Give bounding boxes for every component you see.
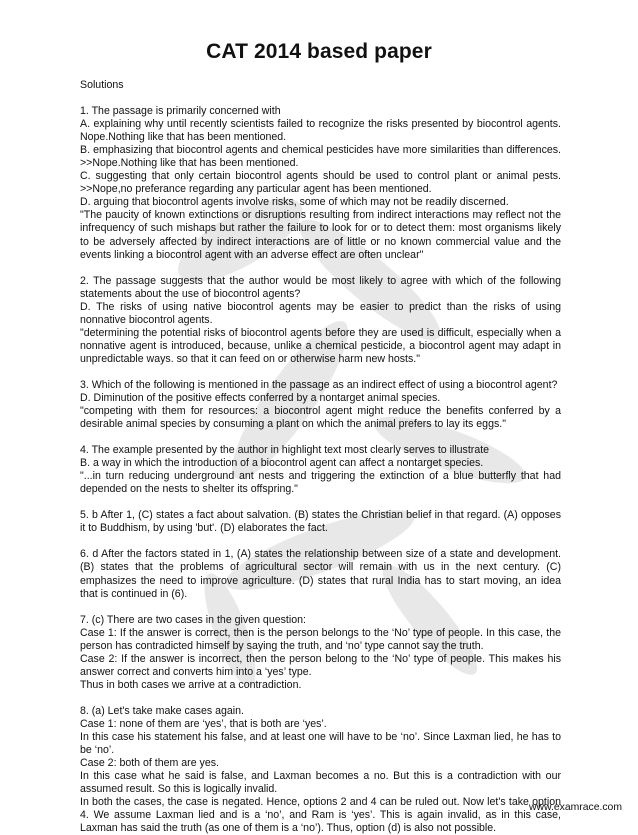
question-line: 8. (a) Let's take make cases again. xyxy=(80,704,244,717)
answer-line: B. emphasizing that biocontrol agents and chemical pesticides have more similarities than differences. >>Nope.Nothing like that has been mentioned. xyxy=(80,144,561,170)
solution-block xyxy=(80,105,561,262)
answer-line: Case 2: If the answer is incorrect, then the person belong to the ‘No’ type of people. This makes his answer correct and converts him into a ‘yes’ type. xyxy=(80,652,561,678)
question-line: 2. The passage suggests that the author would be most likely to agree with which of the following statements about the use of biocontrol agents? xyxy=(80,274,561,300)
answer-line: "determining the potential risks of biocontrol agents before they are used is difficult, especially when a nonnative agent is introduced, because, unlike a chemical pesticide, a biocontrol agent may adapt in unpredictable ways. so that it can feed on or otherwise harm new hosts." xyxy=(80,326,561,365)
question-line: 4. The example presented by the author in highlight text most clearly serves to illustrate xyxy=(80,444,490,457)
answer-line: Thus in both cases we arrive at a contradiction. xyxy=(80,678,302,691)
answer-line: A. explaining why until recently scientists failed to recognize the risks presented by biocontrol agents. Nope.Nothing like that has been mentioned. xyxy=(80,118,561,144)
solution-list xyxy=(80,105,561,835)
block-spacer xyxy=(80,262,561,275)
answer-line: "...in turn reducing underground ant nests and triggering the extinction of a blue butterfly that had depended on the nests to shelter its offspring." xyxy=(80,470,561,496)
question-line: 5. b After 1, (C) states a fact about salvation. (B) states the Christian belief in that regard. (A) opposes it to Buddhism, by using 'but'. (D) elaborates the fact. xyxy=(80,509,561,535)
question-line: 3. Which of the following is mentioned in the passage as an indirect effect of using a biocontrol agent? xyxy=(80,378,558,391)
block-spacer xyxy=(80,535,561,548)
answer-line: "competing with them for resources: a biocontrol agent might reduce the benefits conferred by a desirable animal species by consuming a plant on which the animal prefers to lay its eggs." xyxy=(80,405,561,431)
solutions-content xyxy=(80,79,561,835)
answer-line: Case 2: both of them are yes. xyxy=(80,757,219,770)
answer-line: D. Diminution of the positive effects conferred by a nontarget animal species. xyxy=(80,391,441,404)
footer-url: www.examrace.com xyxy=(529,802,622,813)
block-spacer xyxy=(80,431,561,444)
answer-line: D. arguing that biocontrol agents involve risks, some of which may not be readily discerned. xyxy=(80,196,509,209)
block-spacer xyxy=(80,496,561,509)
solution-block xyxy=(80,275,561,366)
solution-block xyxy=(80,548,561,600)
block-spacer xyxy=(80,692,561,705)
solution-block xyxy=(80,705,561,835)
answer-line: Case 1: none of them are ‘yes’, that is both are ‘yes’. xyxy=(80,717,327,730)
answer-line: In this case what he said is false, and Laxman becomes a no. But this is a contradiction with our assumed result. So this is logically invalid. xyxy=(80,770,561,796)
answer-line: B. a way in which the introduction of a biocontrol agent can affect a nontarget species. xyxy=(80,457,484,470)
answer-line: "The paucity of known extinctions or disruptions resulting from indirect interactions may reflect not the infrequency of such mishaps but rather the failure to look for or to detect them: most organisms likely to be adversely affected by indirect interactions are of little or no known commercial value and the events linking a biocontrol agent with an adverse effect are often unclear" xyxy=(80,209,561,261)
answer-line: C. suggesting that only certain biocontrol agents should be used to control plant or animal pests. >>Nope,no preferance regarding any particular agent has been mentioned. xyxy=(80,170,561,196)
block-spacer xyxy=(80,366,561,379)
solution-block xyxy=(80,509,561,535)
question-line: 7. (c) There are two cases in the given question: xyxy=(80,613,306,626)
solution-block xyxy=(80,614,561,692)
question-line: 6. d After the factors stated in 1, (A) states the relationship between size of a state and development. (B) states that the problems of agricultural sector will remain with us in the next century. (C) emphasizes the need to improve agriculture. (D) states that rural India has to start moving, an idea that is continued in (6). xyxy=(80,548,561,600)
answer-line: D. The risks of using native biocontrol agents may be easier to predict than the risks of using nonnative biocontrol agents. xyxy=(80,300,561,326)
section-heading: Solutions xyxy=(80,79,124,91)
block-spacer xyxy=(80,601,561,614)
answer-line: Case 1: If the answer is correct, then is the person belongs to the ‘No’ type of people. In this case, the person has contradicted himself by saying the truth, and ‘no’ type cannot say the truth. xyxy=(80,626,561,652)
solution-block xyxy=(80,444,561,496)
answer-line: In both the cases, the case is negated. Hence, options 2 and 4 can be ruled out. Now let's take option 4. We assume Laxman lied and is a ‘no’, and Ram is ‘yes’. This is again invalid, as in this case, Laxman has said the truth (as one of them is a ‘no’). Thus, option (d) is also not possible. xyxy=(80,796,561,835)
solution-block xyxy=(80,379,561,431)
page-title: CAT 2014 based paper xyxy=(206,40,432,63)
question-line: 1. The passage is primarily concerned with xyxy=(80,105,281,118)
answer-line: In this case his statement his false, and at least one will have to be ‘no’. Since Laxman lied, he has to be ‘no’. xyxy=(80,730,561,757)
